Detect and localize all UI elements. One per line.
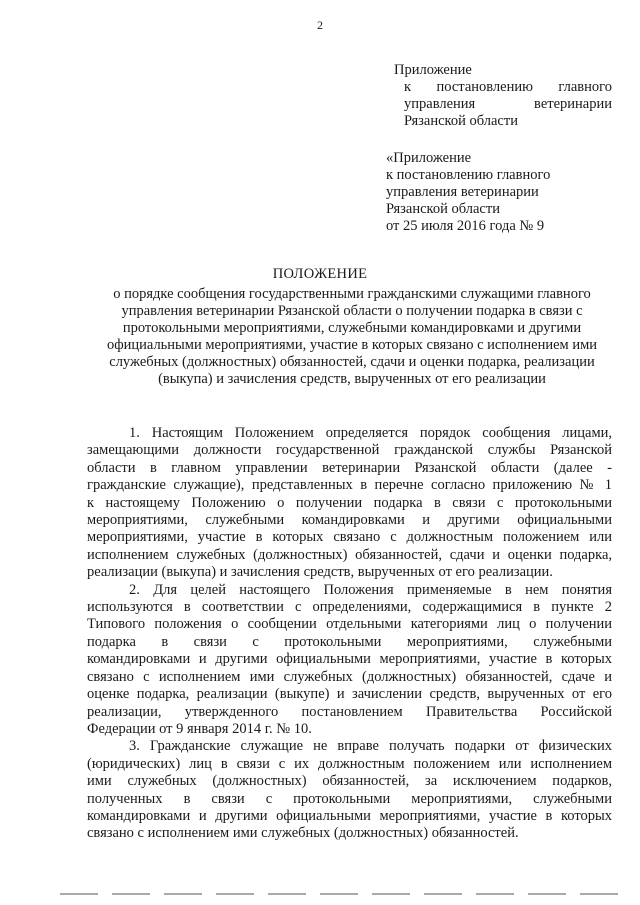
appendix-header [394,62,612,130]
body-line: (юридических) лиц в связи с их должностным положением или исполнением [87,755,612,772]
body-line: Федерации от 9 января 2014 г. № 10. [87,720,312,737]
body-line: 2. Для целей настоящего Положения применяемые в нем понятия [129,581,612,598]
page-number: 2 [317,18,323,32]
body-line: замещающими должности государственной гражданской службы Рязанской [87,442,612,459]
document-title: ПОЛОЖЕНИЕ [272,266,368,282]
appendix-header-line: к постановлению главного [404,79,612,95]
appendix-quoted-line: управления ветеринарии [386,184,539,200]
body-line: ими служебных (должностных) обязанностей, за исключением подарков, [87,773,612,790]
subtitle-line: служебных (должностных) обязанностей, сдачи и оценки подарка, реализации [109,354,595,371]
body-line: к настоящему Положению о получении подарка в связи с протокольными [87,494,612,511]
appendix-quoted-line: «Приложение [386,150,472,166]
body-line: подарка в связи с протокольными мероприятиями, служебными [87,633,612,650]
body-line: 3. Гражданские служащие не вправе получать подарки от физических [129,738,612,755]
body-line: командировками и другими официальными мероприятиями, участие в которых [87,651,612,668]
body-line: используются в соответствии с определениями, содержащимися в пункте 2 [87,599,612,616]
appendix-header-line: Рязанской области [404,113,518,129]
paragraph-2 [87,582,612,739]
paragraph-1 [87,425,612,582]
subtitle-line: о порядке сообщения государственными гражданскими служащими главного [113,286,591,302]
body-line: 1. Настоящим Положением определяется порядок сообщения лицами, [129,425,612,441]
body-line: мероприятиями, служебными командировками и другими официальными [87,512,612,529]
body-line: связано с исполнением ими служебных (должностных) обязанностей. [87,825,519,842]
body-line: полученных в связи с протокольными мероприятиями, служебными [87,790,612,807]
paragraph-3 [87,738,612,842]
body-line: Типового положения о сообщении отдельными категориями лиц о получении [87,616,612,633]
subtitle-line: (выкупа) и зачисления средств, вырученных от его реализации [158,371,546,388]
body-line: гражданские служащие), представленных в перечне согласно приложению № 1 [87,477,612,494]
body-line: оценке подарка, реализации (выкупе) и зачислении средств, вырученных от его [87,686,612,703]
document-subtitle [84,286,620,389]
body-line: исполнением служебных (должностных) обязанностей, сдачи и оценки подарка, [87,546,612,563]
appendix-quoted [386,150,604,235]
appendix-header-line: управления ветеринарии [404,96,612,112]
subtitle-line: официальными мероприятиями, участие в которых связано с исполнением ими [106,337,598,354]
appendix-header-line: Приложение [394,62,472,78]
document-body [87,425,612,843]
body-line: мероприятиями, участие в которых связано с должностным положением или [87,529,612,546]
subtitle-line: управления ветеринарии Рязанской области о получении подарка в связи с [121,303,583,320]
body-line: области в главном управлении ветеринарии Рязанской области (далее - [87,459,612,476]
subtitle-line: протокольными мероприятиями, служебными командировками и другими [122,320,582,337]
body-line: реализации (выкупа) и зачисления средств, вырученных от его реализации. [87,564,553,581]
appendix-quoted-line: Рязанской области [386,201,500,217]
body-line: связано с исполнением ими служебных (должностных) обязанностей, сдаче и [87,668,612,685]
body-line: командировками и другими официальными мероприятиями, участие в которых [87,807,612,824]
scan-footer-rule [60,893,620,895]
appendix-quoted-line: к постановлению главного [386,167,551,183]
appendix-quoted-line: от 25 июля 2016 года № 9 [386,218,545,234]
body-line: реализации, утвержденного постановлением Правительства Российской [87,703,612,720]
